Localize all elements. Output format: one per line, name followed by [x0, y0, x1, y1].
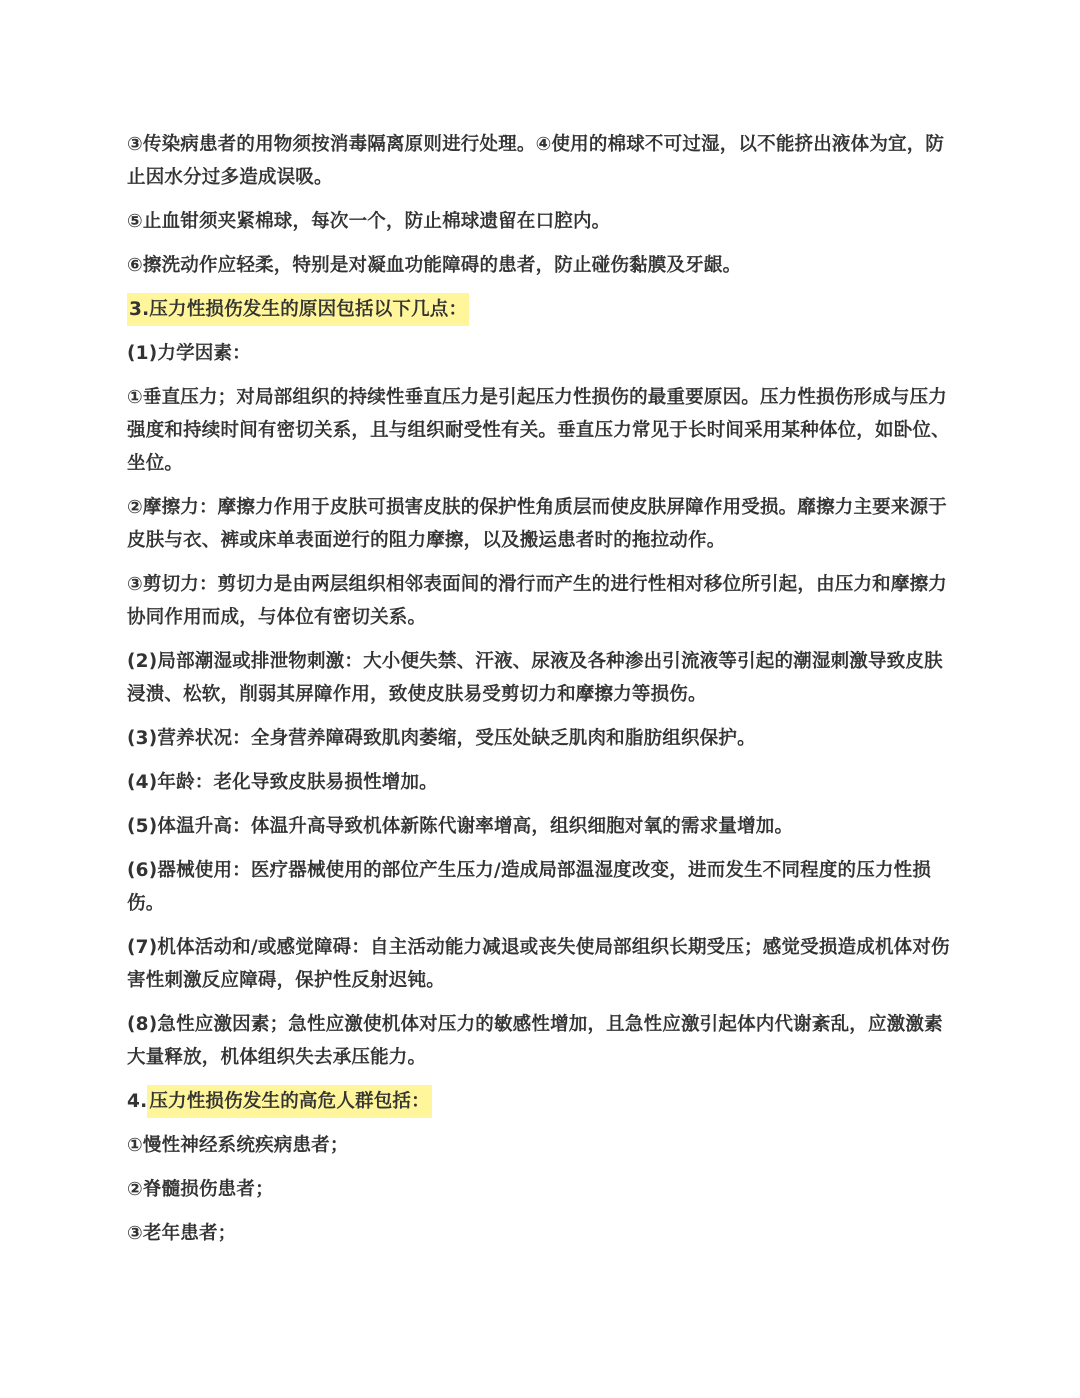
section-4-number: 4. [127, 1091, 148, 1112]
cause-item: ①垂直压力；对局部组织的持续性垂直压力是引起压力性损伤的最重要原因。压力性损伤形成与压力强度和持续时间有密切关系，且与组织耐受性有关。垂直压力常见于长时间采用某种体位，如卧位、坐位。 [127, 387, 950, 474]
cause-item: (8)急性应激因素；急性应激使机体对压力的敏感性增加，且急性应激引起体内代谢紊乱，应激激素大量释放，机体组织失去承压能力。 [127, 1014, 943, 1068]
cause-item: ③剪切力：剪切力是由两层组织相邻表面间的滑行而产生的进行性相对移位所引起，由压力和摩擦力协同作用而成，与体位有密切关系。 [127, 574, 947, 628]
cause-item: (4)年龄：老化导致皮肤易损性增加。 [127, 772, 438, 793]
section-4-heading-row [127, 1085, 957, 1118]
cause-item: (1)力学因素： [127, 343, 251, 364]
cause-item: (2)局部潮湿或排泄物刺激：大小便失禁、汗液、尿液及各种渗出引流液等引起的潮湿刺激导致皮肤浸溃、松软，削弱其屏障作用，致使皮肤易受剪切力和摩擦力等损伤。 [127, 651, 943, 705]
high-risk-item: ②脊髓损伤患者； [127, 1179, 274, 1200]
cause-item: ②摩擦力：摩擦力作用于皮肤可损害皮肤的保护性角质层而使皮肤屏障作用受损。靡擦力主要来源于皮肤与衣、裤或床单表面逆行的阻力摩擦，以及搬运患者时的拖拉动作。 [127, 497, 947, 551]
document-page [127, 128, 957, 1261]
section-3-heading: 3.压力性损伤发生的原因包括以下几点： [127, 293, 469, 326]
cause-item: (6)器械使用：医疗器械使用的部位产生压力/造成局部温湿度改变，进而发生不同程度的压力性损伤。 [127, 860, 932, 914]
section-3-heading-row [127, 293, 957, 326]
paragraph-item-5: ⑤止血钳须夹紧棉球，每次一个，防止棉球遗留在口腔内。 [127, 211, 611, 232]
paragraph-item-6: ⑥擦洗动作应轻柔，特别是对凝血功能障碍的患者，防止碰伤黏膜及牙龈。 [127, 255, 742, 276]
high-risk-item: ①慢性神经系统疾病患者； [127, 1135, 349, 1156]
cause-item: (7)机体活动和/或感觉障碍：自主活动能力减退或丧失使局部组织长期受压；感觉受损造成机体对伤害性刺激反应障碍，保护性反射迟钝。 [127, 937, 950, 991]
cause-item: (3)营养状况：全身营养障碍致肌肉萎缩，受压处缺乏肌肉和脂肪组织保护。 [127, 728, 756, 749]
paragraph-item-3-4: ③传染病患者的用物须按消毒隔离原则进行处理。④使用的棉球不可过湿，以不能挤出液体为宜，防止因水分过多造成误吸。 [127, 134, 945, 188]
cause-item: (5)体温升高：体温升高导致机体新陈代谢率增高，组织细胞对氧的需求量增加。 [127, 816, 794, 837]
section-4-heading: 压力性损伤发生的高危人群包括： [147, 1085, 432, 1118]
high-risk-item: ③老年患者； [127, 1223, 237, 1244]
